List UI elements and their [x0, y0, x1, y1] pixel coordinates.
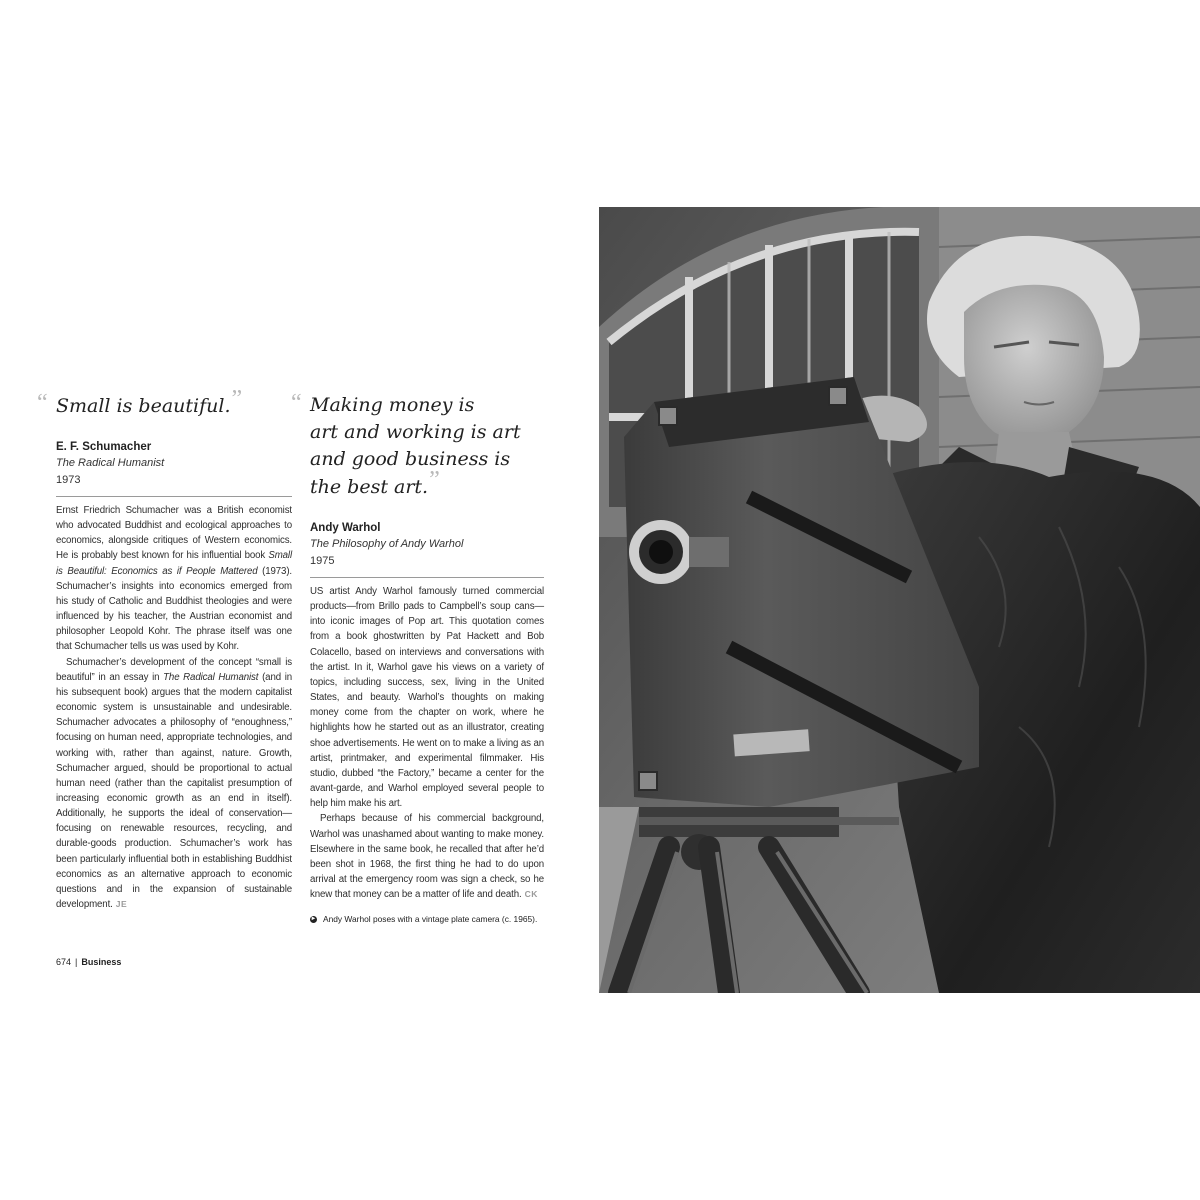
arrow-right-circle-icon: ►: [310, 915, 317, 922]
text-run: US artist Andy Warhol famously turned commercial products—from Brillo pads to Campbell’s soup cans—into iconic images of Pop art. This quotation comes from a book ghostwritten by Pat Hackett and Bob Colacello, based on interviews and conversations with the artist. In it, Warhol gave his views on a variety of topics, including success, sex, living in the United States, and beauty. Warhol’s thoughts on making money come from the chapter on work, where he highlights how he started out as an illustrator, creating shoe advertisements. He went on to make a living as an artist, printmaker, and experimental filmmaker. His studio, dubbed “the Factory,” became a center for the avant-garde, and Warhol employed several people to help him make his art.: [310, 586, 544, 810]
schumacher-paragraph-2-text: [56, 657, 292, 911]
photo-caption: [310, 914, 544, 924]
photo-illustration: [599, 207, 1200, 993]
italic-title: The Radical Humanist: [163, 671, 259, 683]
warhol-author: Andy Warhol: [310, 522, 381, 534]
warhol-year: 1975: [310, 555, 335, 567]
warhol-paragraph-2: [310, 811, 544, 902]
author-initials: CK: [524, 889, 538, 900]
photo-caption-text: Andy Warhol poses with a vintage plate camera (c. 1965).: [323, 914, 538, 925]
text-run: (1973). Schumacher’s insights into economics emerged from his study of Catholic and Buddhist theologies and were influenced by his teacher, the Austrian economist and philosopher Leopold Kohr. The phrase itself was one that Schumacher tells us was used by Kohr.: [56, 565, 292, 653]
schumacher-paragraph-1: [56, 503, 292, 655]
schumacher-year: 1973: [56, 474, 81, 486]
open-quote-icon: “: [291, 390, 302, 416]
section-name: Business: [81, 957, 122, 967]
italic-title: Small is Beautiful: Economics as if People Mattered: [56, 550, 292, 577]
text-run: (and in his subsequent book) argues that the modern capitalist economic system is unsustainable and undesirable. Schumacher advocates a philosophy of “enoughness,” focusing on human need, appropriate technologies, and working with, rather than against, nature. Growth, Schumacher argued, should be proportional to actual human need (rather than the capitalist presumption of increasing economic growth as an end in itself). Additionally, he supports the ideal of conservation—focusing on renewable resources, recycling, and durable-goods production. Schumacher’s work has been particularly influential both in establishing Buddhist economics as an alternative approach to economic questions and in the expansion of sustainable development.: [56, 671, 293, 911]
schumacher-paragraph-2: [56, 655, 292, 913]
warhol-entry: [291, 390, 544, 925]
schumacher-quote-text: Small is beautiful.: [56, 395, 231, 417]
text-run: Perhaps because of his commercial background, Warhol was unashamed about wanting to make money. Elsewhere in the same book, he recalled that after he’d been shot in 1968, the first thing he had to do upon arrival at the emergency room was sign a check, so he knew that money can be a matter of life and death.: [310, 813, 544, 901]
schumacher-author: E. F. Schumacher: [56, 441, 152, 453]
page-number: 674: [56, 957, 72, 967]
warhol-camera-photo: [599, 207, 1200, 993]
close-quote-icon: ”: [429, 467, 440, 493]
page-footer: [56, 957, 121, 967]
text-run: Ernst Friedrich Schumacher was a British economist who advocated Buddhist and ecological approaches to economics, alongside critiques of Western economics. He is probably best known for his influential book: [56, 505, 292, 562]
schumacher-entry: [37, 386, 293, 912]
warhol-quote-line-1: Making money is: [310, 394, 475, 416]
warhol-paragraph-2-text: [310, 813, 544, 900]
divider: [310, 577, 544, 578]
author-initials: JE: [115, 899, 128, 910]
warhol-paragraph-1: [310, 584, 544, 811]
divider: [56, 496, 292, 497]
warhol-quote-line-3: and good business is: [310, 448, 511, 470]
footer-separator: |: [75, 957, 78, 967]
schumacher-quote: [37, 386, 292, 420]
warhol-quote-line-4: the best art.: [310, 476, 429, 498]
warhol-quote-line-2: art and working is art: [310, 421, 521, 443]
schumacher-work: The Radical Humanist: [56, 457, 165, 469]
text-run: Schumacher’s development of the concept “small is beautiful” in an essay in: [56, 656, 292, 683]
open-quote-icon: “: [37, 390, 48, 416]
close-quote-icon: ”: [231, 386, 243, 412]
warhol-quote: [291, 390, 544, 501]
warhol-work: The Philosophy of Andy Warhol: [310, 538, 464, 550]
